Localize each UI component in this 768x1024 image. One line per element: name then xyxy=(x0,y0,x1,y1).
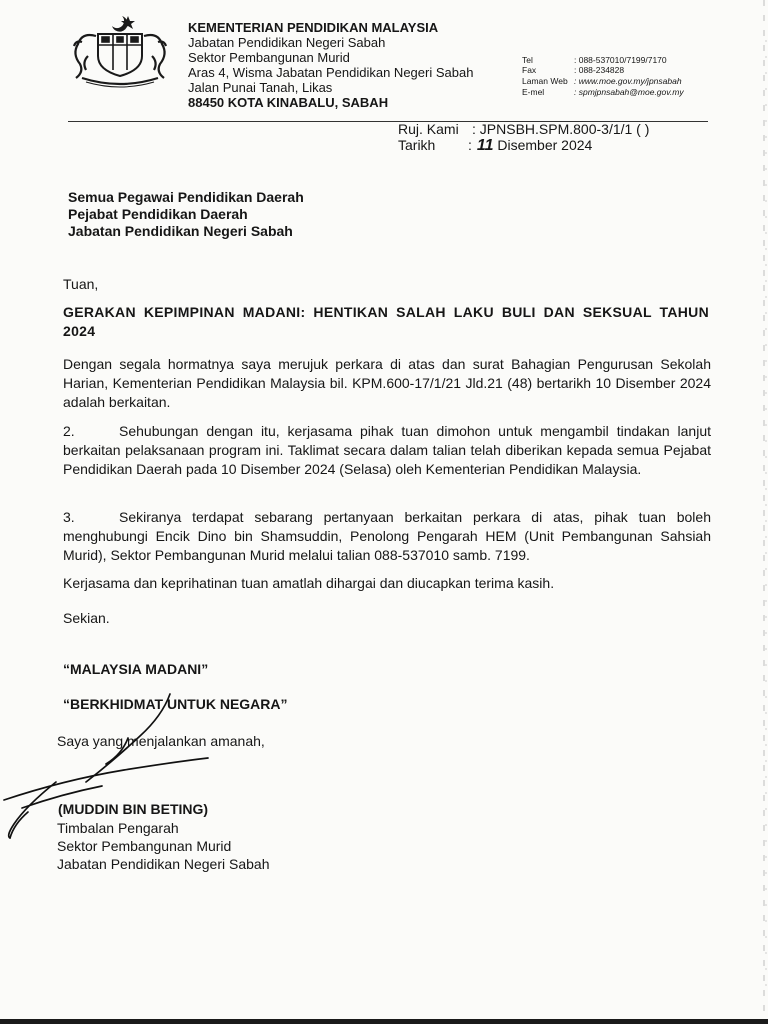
contact-fax xyxy=(522,66,702,76)
signatory-sector: Sektor Pembangunan Murid xyxy=(57,838,232,854)
sector-name: Sektor Pembangunan Murid xyxy=(188,50,350,65)
paragraph-2-text: Sehubungan dengan itu, kerjasama pihak tuan dimohon untuk mengambil tindakan lanjut berkaitan pelaksanaan program ini. Taklimat secara dalam talian telah diberikan kepada semua Pejabat Pendidikan Daerah pada 10 Disember 2024 (Selasa) oleh Kementerian Pendidikan Malaysia. xyxy=(63,423,711,477)
recipient-line-3: Jabatan Pendidikan Negeri Sabah xyxy=(68,223,293,239)
scan-edge-marks xyxy=(752,0,768,1024)
subject-heading: GERAKAN KEPIMPINAN MADANI: HENTIKAN SALAH LAKU BULI DAN SEKSUAL TAHUN 2024 xyxy=(63,304,709,339)
email-value: : spmjpnsabah@moe.gov.my xyxy=(574,87,684,97)
salutation: Tuan, xyxy=(63,276,99,292)
closing-line: Saya yang menjalankan amanah, xyxy=(57,733,265,749)
tarikh-colon: : xyxy=(468,137,472,153)
date-line xyxy=(398,137,708,155)
tel-label: Tel xyxy=(522,55,533,65)
address-line-2: Jalan Punai Tanah, Likas xyxy=(188,80,333,95)
reference-line xyxy=(398,121,708,137)
address-line-3: 88450 KOTA KINABALU, SABAH xyxy=(188,95,389,110)
contact-email xyxy=(522,88,702,98)
fax-label: Fax xyxy=(522,65,537,75)
recipient-line-2: Pejabat Pendidikan Daerah xyxy=(68,206,248,222)
recipient-line-1: Semua Pegawai Pendidikan Daerah xyxy=(68,189,304,205)
paragraph-4: Kerjasama dan keprihatinan tuan amatlah dihargai dan diucapkan terima kasih. xyxy=(63,575,555,591)
web-label: Laman Web xyxy=(522,76,568,86)
paragraph-3-text: Sekiranya terdapat sebarang pertanyaan berkaitan perkara di atas, pihak tuan boleh menghubungi Encik Dino bin Shamsuddin, Penolong Pengarah HEM (Unit Pembangunan Sahsiah Murid), Sektor Pembangunan Murid melalui talian 088-537010 samb. 7199. xyxy=(63,509,711,563)
address-line-1: Aras 4, Wisma Jabatan Pendidikan Negeri Sabah xyxy=(188,65,474,80)
handwritten-day: 11 xyxy=(476,137,494,154)
paragraph-3 xyxy=(63,508,711,565)
slogan-berkhidmat: “BERKHIDMAT UNTUK NEGARA” xyxy=(63,696,288,712)
paragraph-3-number: 3. xyxy=(63,509,75,525)
scan-bottom-edge xyxy=(0,1019,768,1024)
contact-web xyxy=(522,77,702,87)
paragraph-2-number: 2. xyxy=(63,423,75,439)
date-value xyxy=(468,137,592,154)
date-month-year: Disember 2024 xyxy=(493,137,593,153)
tel-value: : 088-537010/7199/7170 xyxy=(574,55,667,65)
email-label: E-mel xyxy=(522,87,545,97)
ruj-label: Ruj. Kami xyxy=(398,121,459,137)
slogan-malaysia-madani: “MALAYSIA MADANI” xyxy=(63,661,209,677)
signatory-title: Timbalan Pengarah xyxy=(57,820,179,836)
ministry-name: KEMENTERIAN PENDIDIKAN MALAYSIA xyxy=(188,20,439,35)
signatory-name: (MUDDIN BIN BETING) xyxy=(58,801,209,817)
web-value: : www.moe.gov.my/jpnsabah xyxy=(574,76,682,86)
fax-value: : 088-234828 xyxy=(574,65,625,75)
paragraph-5: Sekian. xyxy=(63,610,110,626)
paragraph-2 xyxy=(63,422,711,479)
paragraph-1: Dengan segala hormatnya saya merujuk perkara di atas dan surat Bahagian Pengurusan Sekolah Harian, Kementerian Pendidikan Malaysia bil. KPM.600-17/1/21 Jld.21 (48) bertarikh 10 Disember 2024 adalah berkaitan. xyxy=(63,356,711,410)
department-name: Jabatan Pendidikan Negeri Sabah xyxy=(188,35,386,50)
tarikh-label: Tarikh xyxy=(398,137,436,153)
coat-of-arms-icon xyxy=(68,12,172,88)
signatory-department: Jabatan Pendidikan Negeri Sabah xyxy=(57,856,270,872)
ruj-value: : JPNSBH.SPM.800-3/1/1 ( ) xyxy=(472,121,650,137)
